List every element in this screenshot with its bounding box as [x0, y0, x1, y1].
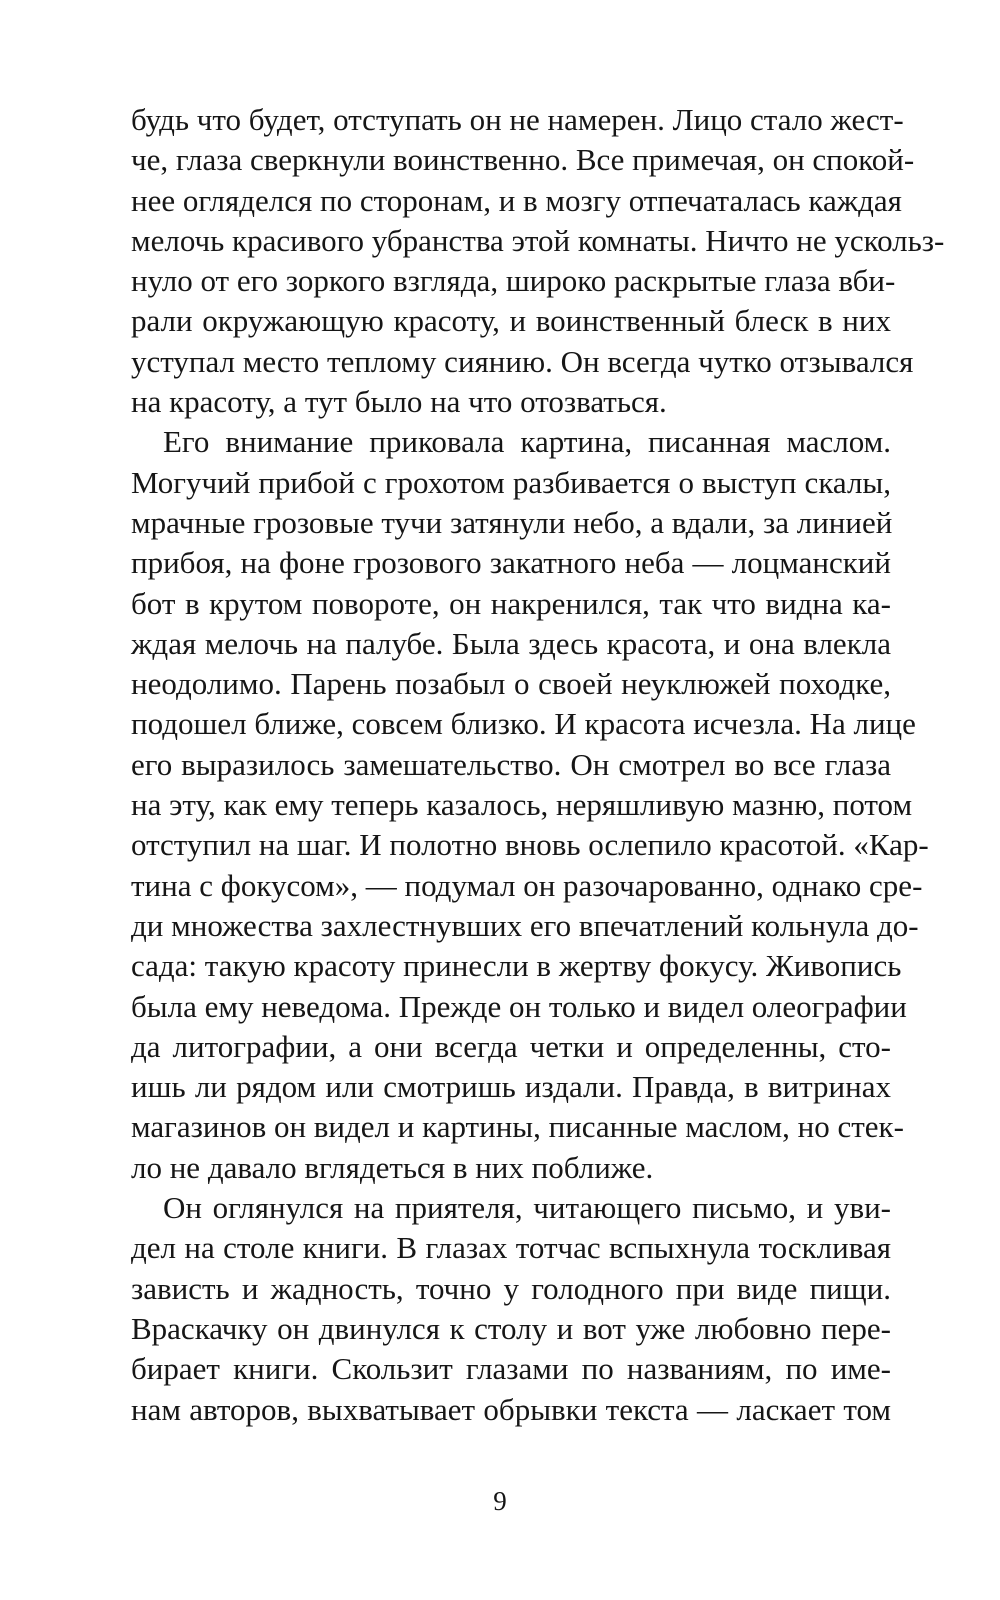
text-line: мелочь красивого убранства этой комнаты. Ничто не ускольз- — [131, 222, 945, 258]
text-line: магазинов он видел и картины, писанные маслом, но стек- — [131, 1109, 904, 1145]
text-line: уступал место теплому сиянию. Он всегда чутко отзывался — [131, 343, 914, 379]
body-text — [131, 100, 945, 1430]
text-line: ло не давало вглядеться в них поближе. — [131, 1149, 654, 1185]
text-line: Он оглянулся на приятеля, читающего письмо, и уви- — [163, 1190, 891, 1226]
text-line: на эту, как ему теперь казалось, неряшливую мазню, потом — [131, 787, 913, 823]
text-line: нуло от его зоркого взгляда, широко раскрытые глаза вби- — [131, 263, 896, 299]
text-line: Могучий прибой с грохотом разбивается о выступ скалы, — [131, 464, 891, 500]
text-line: зависть и жадность, точно у голодного при виде пищи. — [131, 1270, 891, 1306]
paragraph-3 — [131, 1188, 891, 1430]
text-line: неодолимо. Парень позабыл о своей неуклюжей походке, — [131, 666, 891, 702]
text-line: подошел ближе, совсем близко. И красота исчезла. На лице — [131, 706, 916, 742]
text-line: нам авторов, выхватывает обрывки текста — ласкает том — [131, 1391, 891, 1427]
text-line: мрачные грозовые тучи затянули небо, а вдали, за линией — [131, 504, 893, 540]
text-line: ишь ли рядом или смотришь издали. Правда, в витринах — [131, 1069, 891, 1105]
text-line: дел на столе книги. В глазах тотчас вспыхнула тоскливая — [131, 1230, 891, 1266]
text-line: сада: такую красоту принесли в жертву фокусу. Живопись — [131, 948, 902, 984]
text-line: будь что будет, отступать он не намерен. Лицо стало жест- — [131, 102, 904, 137]
text-line: да литографии, а они всегда четки и определенны, сто- — [131, 1028, 891, 1064]
text-line: Враскачку он двинулся к столу и вот уже любовно пере- — [131, 1310, 891, 1346]
text-line: че, глаза сверкнули воинственно. Все примечая, он спокой- — [131, 142, 915, 178]
text-line: ди множества захлестнувших его впечатлений кольнула до- — [131, 907, 919, 943]
text-line: на красоту, а тут было на что отозваться. — [131, 384, 667, 420]
text-line: прибоя, на фоне грозового закатного неба — лоцманский — [131, 545, 891, 581]
page-number: 9 — [493, 1486, 507, 1516]
paragraph-2 — [131, 422, 929, 1188]
text-line: тина с фокусом», — подумал он разочарованно, однако сре- — [131, 867, 923, 903]
text-line: была ему неведома. Прежде он только и видел олеографии — [131, 988, 907, 1024]
text-line: рали окружающую красоту, и воинственный блеск в них — [131, 303, 891, 339]
text-line: ждая мелочь на палубе. Была здесь красота, и она влекла — [131, 625, 891, 661]
text-line: отступил на шаг. И полотно вновь ослепило красотой. «Кар- — [131, 827, 929, 863]
text-line: нее огляделся по сторонам, и в мозгу отпечаталась каждая — [131, 182, 902, 218]
paragraph-1 — [131, 100, 945, 422]
text-line: Его внимание приковала картина, писанная маслом. — [163, 424, 891, 460]
text-line: бирает книги. Скользит глазами по названиям, по име- — [131, 1351, 891, 1387]
text-line: его выразилось замешательство. Он смотрел во все глаза — [131, 746, 891, 782]
text-line: бот в крутом повороте, он накренился, так что видна ка- — [131, 585, 891, 621]
